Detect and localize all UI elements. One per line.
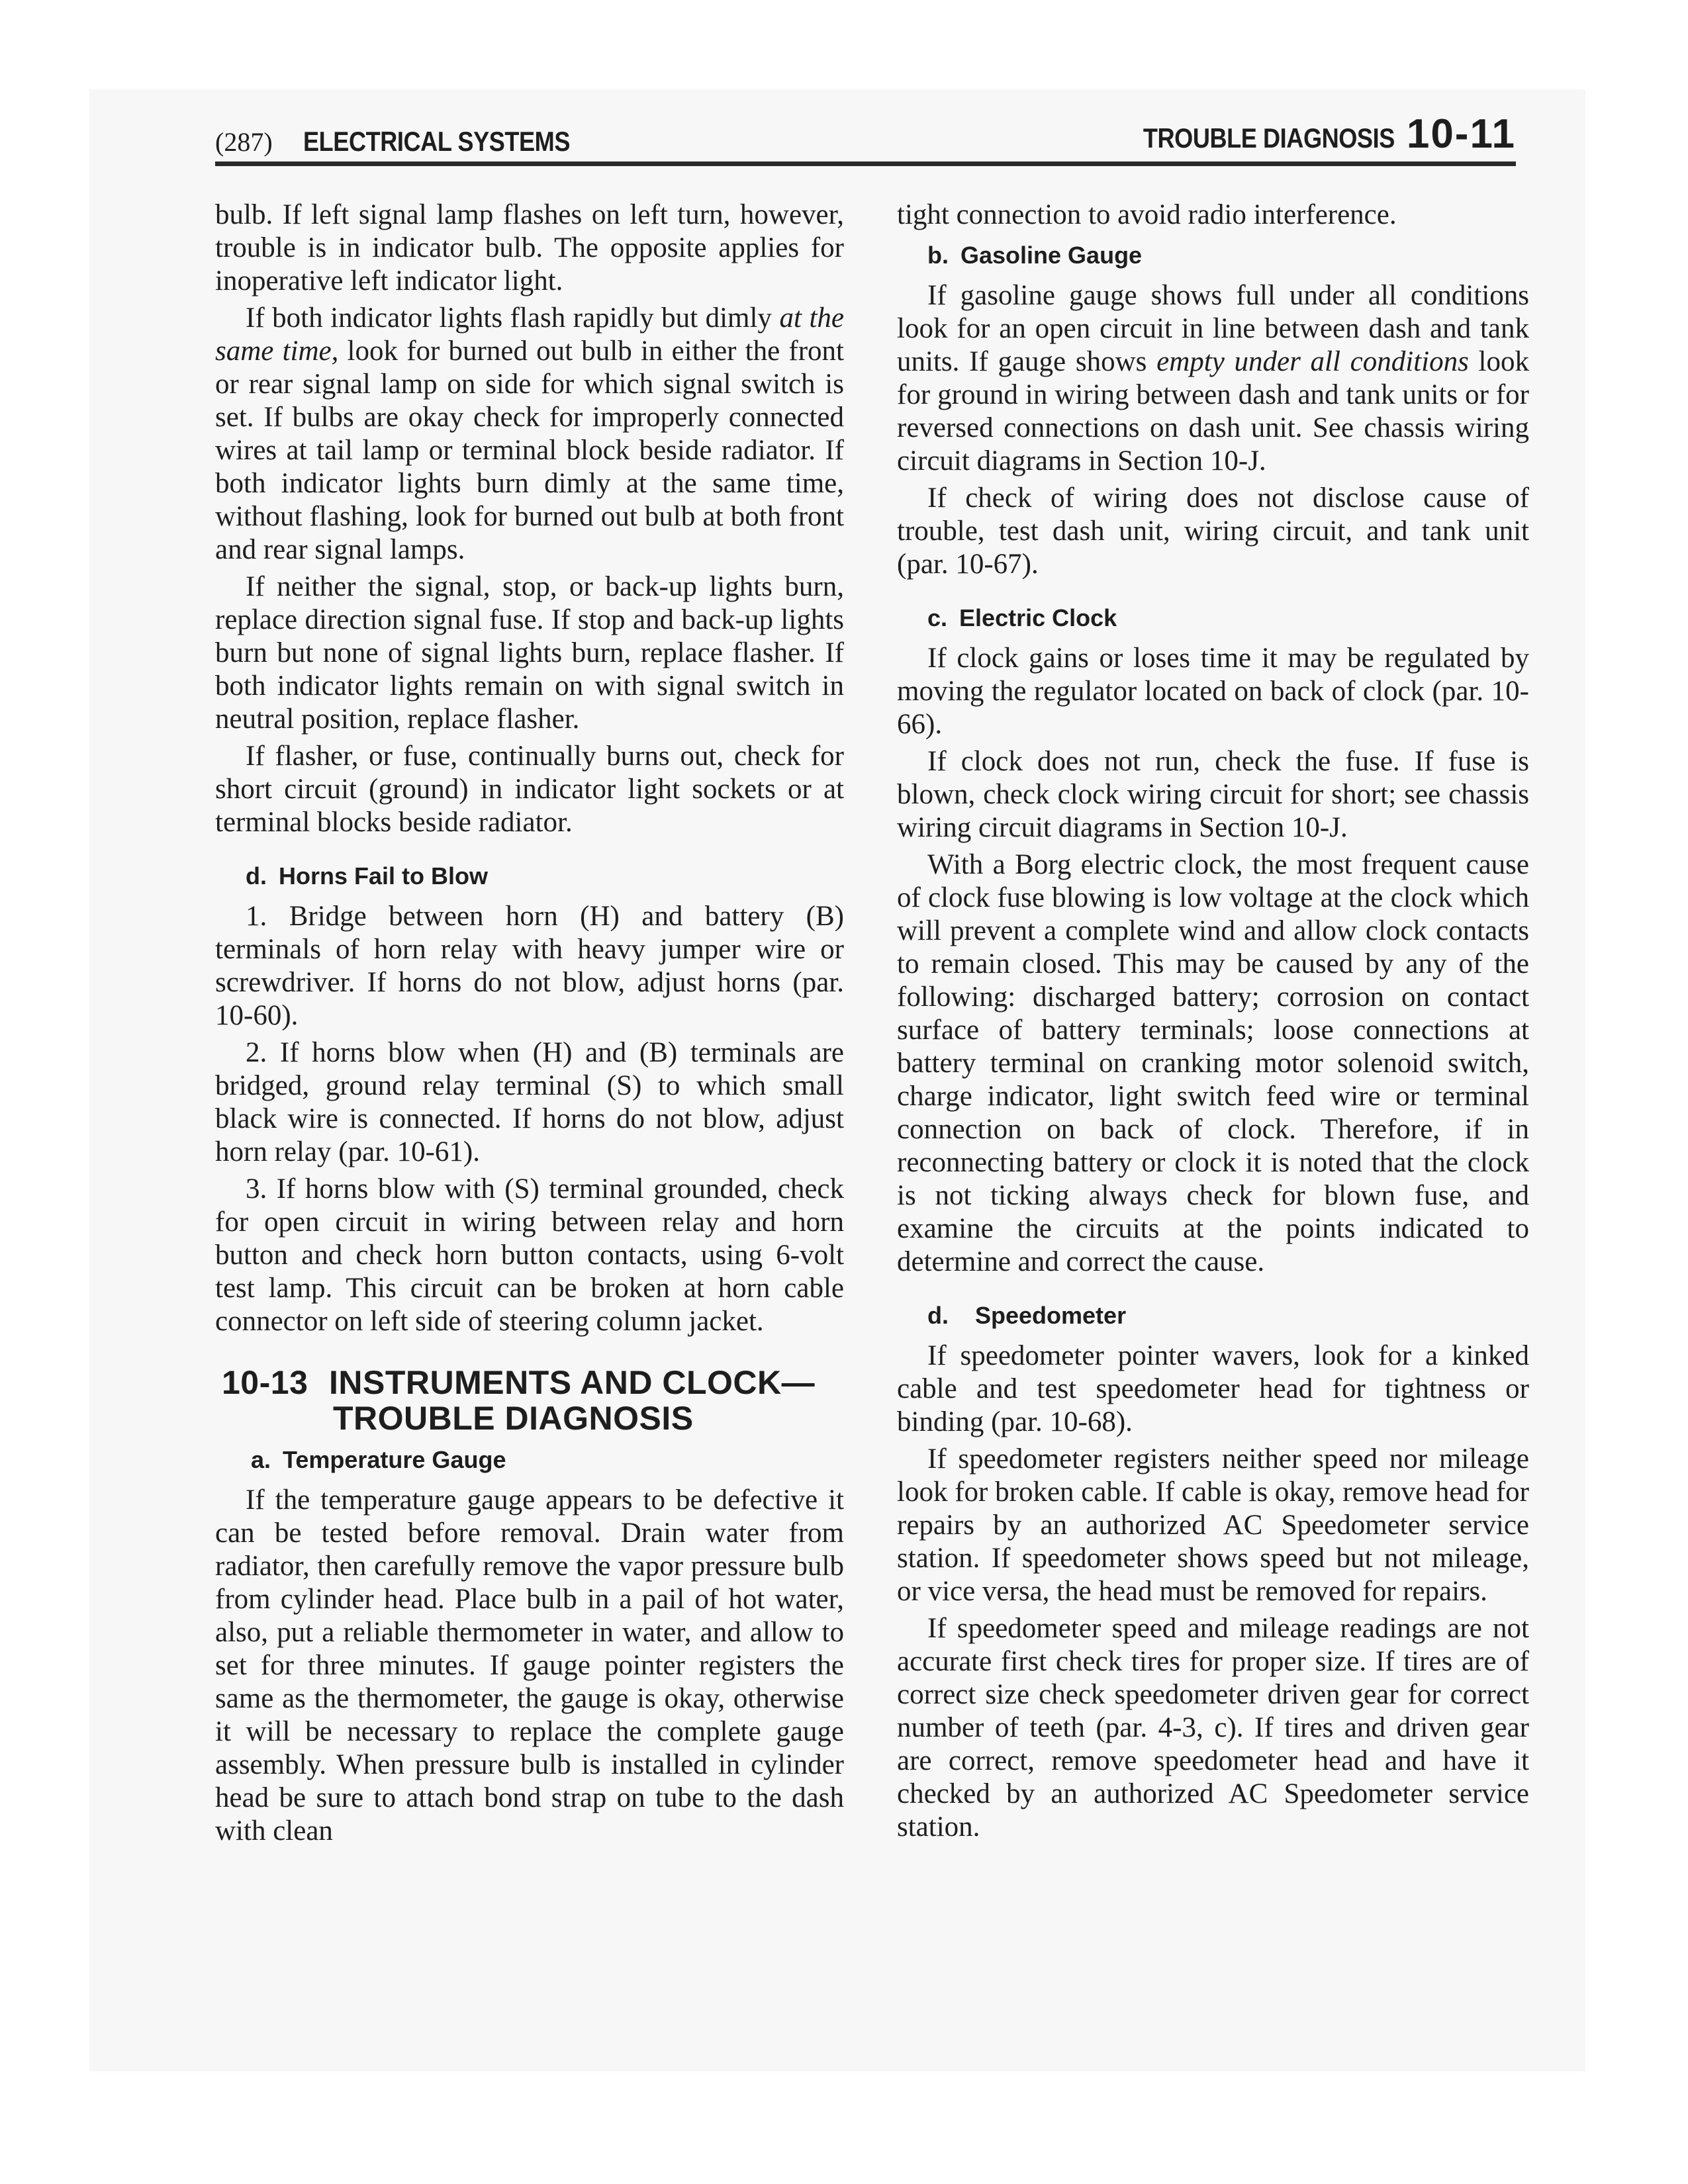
paragraph: If neither the signal, stop, or back-up lights burn, replace direction signal fuse. If stop and back-up lights burn but none of signal lights burn, replace flasher. If both indicator lights remain on with signal switch in neutral position, replace flasher. [215, 571, 844, 735]
left-column [215, 199, 844, 1852]
paragraph: bulb. If left signal lamp flashes on left turn, however, trouble is in indicator bulb. The opposite applies for inoperative left indicator light. [215, 199, 844, 296]
paragraph: If speedometer registers neither speed nor mileage look for broken cable. If cable is okay, remove head for repairs by an authorized AC Speedometer service station. If speedometer shows speed but not mileage, or vice versa, the head must be removed for repairs. [897, 1443, 1529, 1607]
paragraph: If check of wiring does not disclose cause of trouble, test dash unit, wiring circuit, and tank unit (par. 10-67). [897, 482, 1529, 580]
header-right [1102, 111, 1516, 158]
header-left [215, 126, 613, 158]
paragraph: If both indicator lights flash rapidly but dimly at the same time, look for burned out bulb in either the front or rear signal lamp on side for which signal switch is set. If bulbs are okay check for improperly connected wires at tail lamp or terminal block beside radiator. If both indicator lights burn dimly at the same time, without flashing, look for burned out bulb at both front and rear signal lamps. [215, 302, 844, 565]
paragraph: If speedometer pointer wavers, look for a kinked cable and test speedometer head for tightness or binding (par. 10-68). [897, 1340, 1529, 1437]
paragraph: tight connection to avoid radio interference. [897, 199, 1397, 230]
subheading-speedometer: d. Speedometer [927, 1302, 1127, 1329]
section-number: 10-11 [1406, 111, 1516, 157]
paragraph: If clock does not run, check the fuse. If fuse is blown, check clock wiring circuit for short; see chassis wiring circuit diagrams in Section 10-J. [897, 746, 1529, 843]
subheading-horns: d. Horns Fail to Blow [246, 862, 489, 889]
list-item: 2. If horns blow when (H) and (B) terminals are bridged, ground relay terminal (S) to which small black wire is connected. If horns do not blow, adjust horn relay (par. 10-61). [215, 1037, 844, 1167]
section-heading: 10-13 INSTRUMENTS AND CLOCK— TROUBLE DIAGNOSIS [222, 1364, 816, 1437]
emphasis: at the same time, [215, 302, 844, 367]
subheading-temperature-gauge: a. Temperature Gauge [251, 1446, 506, 1473]
running-header [215, 111, 1516, 166]
chapter-title: ELECTRICAL SYSTEMS [303, 126, 570, 157]
paragraph: If flasher, or fuse, continually burns out, check for short circuit (ground) in indicator light sockets or at terminal blocks beside radiator. [215, 741, 844, 838]
emphasis: empty under all conditions [1156, 346, 1469, 377]
list-item: 3. If horns blow with (S) terminal grounded, check for open circuit in wiring between relay and horn button and check horn button contacts, using 6-volt test lamp. This circuit can be broken at horn cable connector on left side of steering column jacket. [215, 1173, 844, 1337]
page-number: (287) [215, 127, 273, 157]
list-item: 1. Bridge between horn (H) and battery (B) terminals of horn relay with heavy jumper wire or screwdriver. If horns do not blow, adjust horns (par. 10-60). [215, 901, 844, 1031]
section-heading-number: 10-13 [222, 1364, 308, 1401]
section-title: TROUBLE DIAGNOSIS [1143, 122, 1395, 154]
subheading-gasoline-gauge: b. Gasoline Gauge [927, 242, 1143, 269]
subheading-electric-clock: c. Electric Clock [927, 604, 1117, 631]
right-column [897, 199, 1529, 1848]
paragraph: If speedometer speed and mileage readings are not accurate first check tires for proper size. If tires are of correct size check speedometer driven gear for correct number of teeth (par. 4-3, c). If tires and driven gear are correct, remove speedometer head and have it checked by an authorized AC Speedometer service station. [897, 1613, 1529, 1843]
paragraph: If clock gains or loses time it may be regulated by moving the regulator located on back of clock (par. 10-66). [897, 643, 1529, 740]
paragraph: If gasoline gauge shows full under all conditions look for an open circuit in line between dash and tank units. If gauge shows empty under all conditions look for ground in wiring between dash and tank units or for reversed connections on dash unit. See chassis wiring circuit diagrams in Section 10-J. [897, 280, 1529, 477]
paragraph: With a Borg electric clock, the most frequent cause of clock fuse blowing is low voltage at the clock which will prevent a complete wind and allow clock contacts to remain closed. This may be caused by any of the following: discharged battery; corrosion on contact surface of battery terminals; loose connections at battery terminal on cranking motor solenoid switch, charge indicator, light switch feed wire or terminal connection on back of clock. Therefore, if in reconnecting battery or clock it is noted that the clock is not ticking always check for blown fuse, and examine the circuits at the points indicated to determine and correct the cause. [897, 849, 1529, 1277]
paragraph: If the temperature gauge appears to be defective it can be tested before removal. Drain water from radiator, then carefully remove the vapor pressure bulb from cylinder head. Place bulb in a pail of hot water, also, put a reliable thermometer in water, and allow to set for three minutes. If gauge pointer registers the same as the thermometer, the gauge is okay, otherwise it will be necessary to replace the complete gauge assembly. When pressure bulb is installed in cylinder head be sure to attach bond strap on tube to the dash with clean [215, 1484, 844, 1846]
